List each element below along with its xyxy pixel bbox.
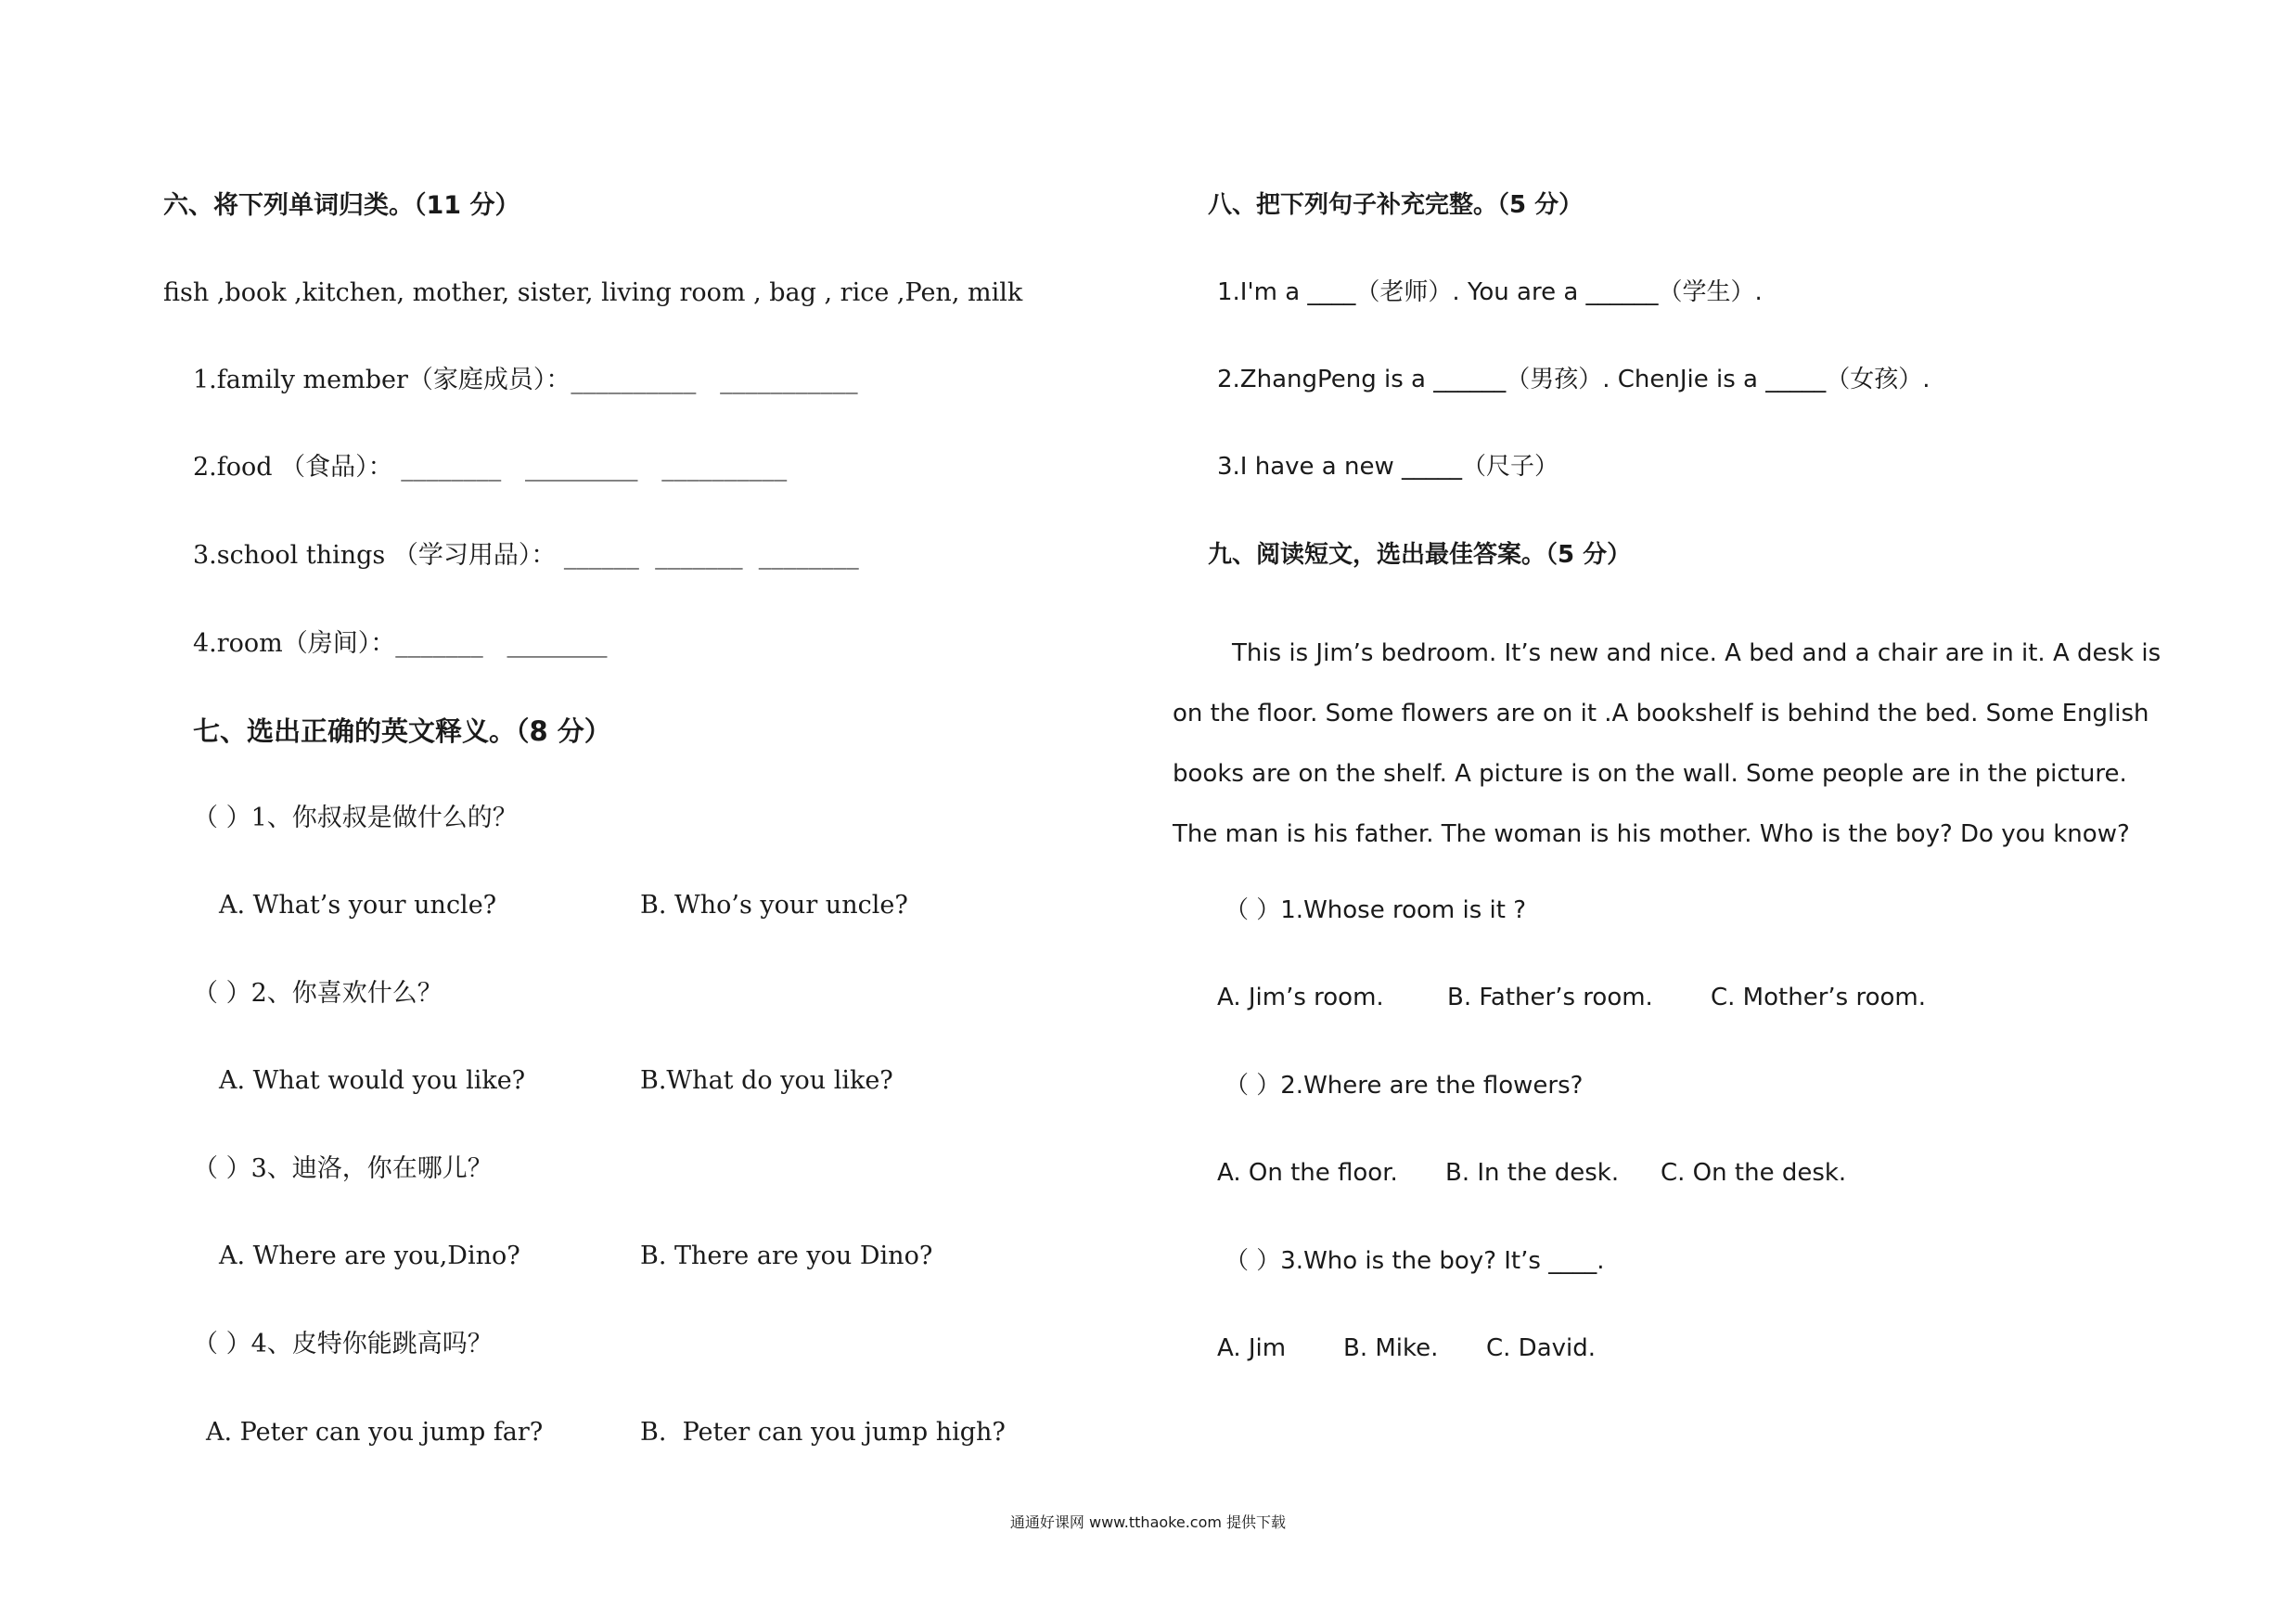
reading-question-2: （ ）2.Where are the flowers? — [1225, 1072, 1584, 1100]
reading-question-2-option-c: C. On the desk. — [1661, 1159, 1847, 1187]
sentence-3: 3.I have a new _____（尺子） — [1217, 453, 1558, 481]
category-family-member: 1.family member（家庭成员）：__________ ___________ — [193, 366, 858, 394]
question-4: （ ）4、皮特你能跳高吗？ — [193, 1330, 493, 1358]
question-2-option-a: A. What would you like? — [219, 1066, 526, 1095]
reading-question-3-option-a: A. Jim — [1217, 1334, 1287, 1362]
question-3-option-a: A. Where are you,Dino? — [219, 1242, 520, 1270]
question-3-option-b: B. There are you Dino? — [640, 1242, 933, 1270]
category-school-things: 3.school things （学习用品）： ______ _______ ________ — [193, 541, 859, 570]
reading-passage: This is Jim’s bedroom. It’s new and nice. A bed and a chair are in it. A desk is on the floor. Some flowers are on it .A bookshelf is behind the bed. Some English books are on the shelf. A picture is on the wall. Some people are in the picture. The man is his father. The woman is his mother. Who is the boy? Do you know? — [1173, 639, 2161, 848]
reading-question-2-option-b: B. In the desk. — [1445, 1159, 1620, 1187]
question-4-option-b: B. Peter can you jump high? — [640, 1418, 1006, 1447]
section-6-title: 六、将下列单词归类。（11 分） — [163, 191, 520, 220]
category-room: 4.room（房间）：_______ ________ — [193, 629, 608, 658]
reading-question-3: （ ）3.Who is the boy? It’s ____. — [1225, 1247, 1605, 1275]
category-food: 2.food （食品）： ________ _________ __________ — [193, 453, 788, 482]
reading-question-1-option-c: C. Mother’s room. — [1711, 984, 1926, 1011]
section-9-title: 九、阅读短文，选出最佳答案。（5 分） — [1208, 541, 1632, 569]
question-2-option-b: B.What do you like? — [640, 1066, 893, 1095]
reading-question-3-option-b: B. Mike. — [1343, 1334, 1439, 1362]
reading-question-1: （ ）1.Whose room is it ? — [1225, 896, 1527, 924]
sentence-2: 2.ZhangPeng is a ______（男孩）. ChenJie is a _____（女孩）. — [1217, 366, 1930, 393]
question-4-option-a: A. Peter can you jump far? — [206, 1418, 544, 1447]
footer-source: 通通好课网 www.tthaoke.com 提供下载 — [1009, 1513, 1287, 1531]
section-7-title: 七、选出正确的英文释义。（8 分） — [193, 715, 611, 747]
question-1-option-b: B. Who’s your uncle? — [640, 891, 908, 920]
reading-question-2-option-a: A. On the floor. — [1217, 1159, 1398, 1187]
question-2: （ ）2、你喜欢什么？ — [193, 979, 443, 1008]
section-8-title: 八、把下列句子补充完整。（5 分） — [1208, 191, 1584, 219]
reading-question-1-option-a: A. Jim’s room. — [1217, 984, 1384, 1011]
reading-question-1-option-b: B. Father’s room. — [1447, 984, 1653, 1011]
reading-question-3-option-c: C. David. — [1486, 1334, 1597, 1362]
word-bank: fish ,book ,kitchen, mother, sister, living room , bag , rice ,Pen, milk — [163, 278, 1023, 307]
question-1-option-a: A. What’s your uncle? — [219, 891, 497, 920]
question-1: （ ）1、你叔叔是做什么的？ — [193, 804, 518, 832]
question-3: （ ）3、迪洛，你在哪儿？ — [193, 1154, 493, 1183]
sentence-1: 1.I'm a ____（老师）. You are a ______（学生）. — [1217, 278, 1763, 306]
